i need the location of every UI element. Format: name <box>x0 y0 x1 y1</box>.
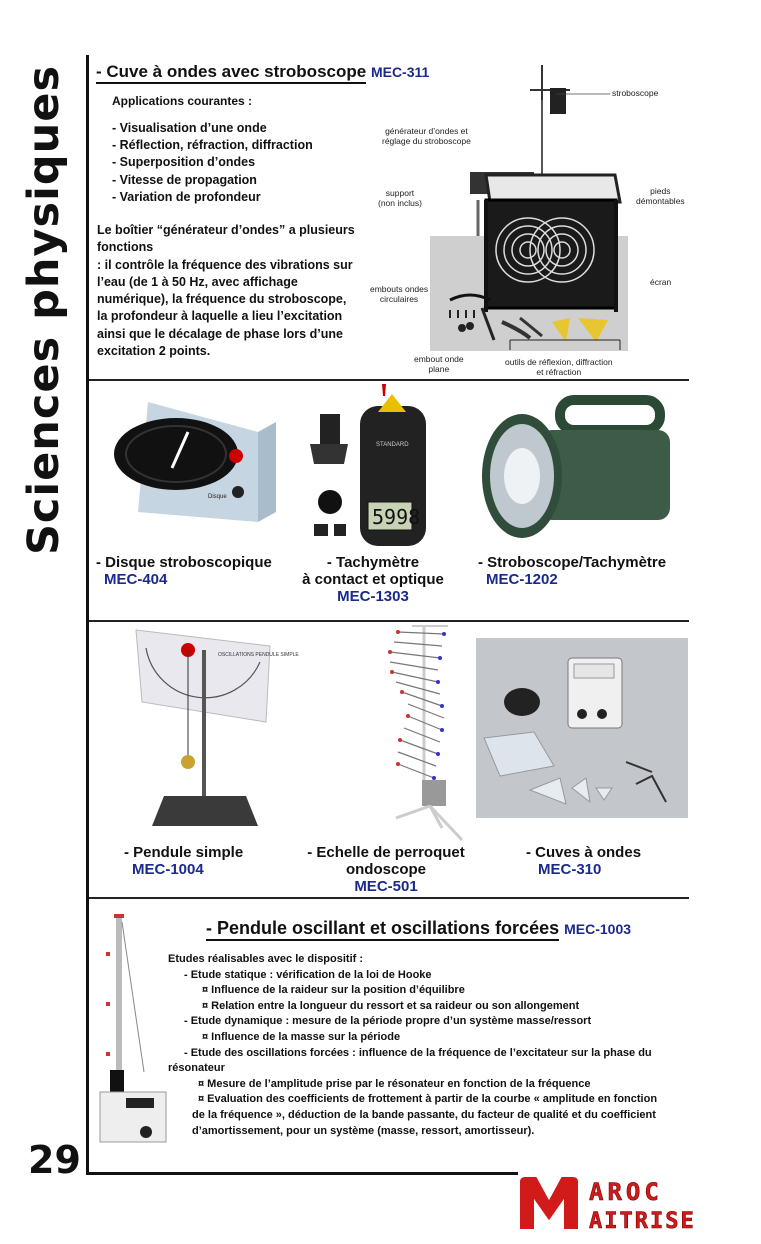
product-code: MEC-1202 <box>486 571 558 588</box>
section2-title-block <box>206 918 631 939</box>
annotation-feet: pieds démontables <box>636 186 685 206</box>
section1-description <box>97 222 367 360</box>
tachometer-display: 5998 <box>372 505 421 529</box>
description-line: excitation 2 points. <box>97 344 211 359</box>
product-name: - Echelle de perroquet <box>307 844 465 861</box>
product-name: - Pendule simple <box>124 844 244 861</box>
study-line: - Etude des oscillations forcées : influence de la fréquence de l’excitateur sur la phase du <box>184 1046 652 1059</box>
description-line: l’eau (de 1 à 50 Hz, avec affichage <box>97 274 298 289</box>
product-name-line2: ondoscope <box>345 861 426 878</box>
study-line: ¤ Relation entre la longueur du ressort et sa raideur ou son allongement <box>202 999 580 1012</box>
product-cuves <box>526 844 641 878</box>
study-line: Etudes réalisables avec le dispositif : <box>168 953 364 965</box>
product-pendule-simple <box>124 844 243 878</box>
product-code: MEC-1004 <box>132 861 204 878</box>
svg-text:Disque: Disque <box>208 494 227 500</box>
product-code: MEC-404 <box>104 571 168 588</box>
study-line: de la fréquence », déduction de la bande passante, du facteur de qualité et du coefficient <box>192 1108 656 1121</box>
description-line: numérique), la fréquence du stroboscope, <box>97 292 347 307</box>
sidebar-divider <box>86 55 89 1175</box>
tachometer-image <box>300 384 430 554</box>
description-line: Le boîtier “générateur d’ondes” a plusieurs <box>97 223 355 237</box>
section2-title: - Pendule oscillant et oscillations forcées <box>206 918 559 941</box>
study-line: ¤ Influence de la raideur sur la position d’équilibre <box>202 984 465 997</box>
study-line: - Etude dynamique : mesure de la période propre d’un système masse/ressort <box>184 1015 592 1028</box>
product-name: - Disque stroboscopique <box>96 554 272 571</box>
product-tachymetre <box>298 554 448 605</box>
product-name: - Tachymètre <box>326 554 420 571</box>
product-code: MEC-310 <box>538 861 602 878</box>
product-disque <box>96 554 272 588</box>
product-name: - Cuves à ondes <box>526 844 642 861</box>
annotation-plane-tip: embout onde plane <box>414 354 464 374</box>
list-item: - Vitesse de propagation <box>112 172 257 187</box>
study-line: d’amortissement, pour un système (masse, ressort, amortisseur). <box>192 1124 535 1137</box>
section1-title: - Cuve à ondes avec stroboscope <box>96 62 366 84</box>
tachometer-brand: STANDARD <box>376 442 409 448</box>
sidebar-title: Sciences physiques <box>19 64 69 556</box>
list-item: - Visualisation d’une onde <box>112 121 267 135</box>
footer-rule <box>86 1172 518 1175</box>
annotation-circular-tips: embouts ondes circulaires <box>370 284 429 304</box>
annotation-support: support (non inclus) <box>378 188 422 208</box>
section-divider <box>89 897 689 899</box>
study-line: ¤ Mesure de l’amplitude prise par le résonateur en fonction de la fréquence <box>198 1077 591 1090</box>
applications-list <box>112 120 313 206</box>
section1-code: MEC-311 <box>370 64 430 80</box>
strobe-disc-image <box>108 392 278 542</box>
product-name-line2: à contact et optique <box>302 571 444 588</box>
product-name: - Stroboscope/Tachymètre <box>478 554 667 571</box>
wave-ladder-image <box>372 622 467 844</box>
study-line: ¤ Influence de la masse sur la période <box>202 1030 401 1043</box>
svg-text:AITRISE: AITRISE <box>589 1209 696 1234</box>
description-line: fonctions <box>97 240 154 255</box>
wave-tanks-image <box>476 638 688 818</box>
list-item: - Variation de profondeur <box>112 189 261 204</box>
annotation-tools: outils de réflexion, diffraction et réfraction <box>505 357 613 377</box>
study-line: résonateur <box>168 1062 225 1075</box>
section2-studies <box>168 952 688 1139</box>
applications-heading: Applications courantes : <box>112 94 253 108</box>
product-code: MEC-1303 <box>337 588 409 605</box>
pendulum-label: OSCILLATIONS PENDULE SIMPLE <box>218 652 299 658</box>
description-line: la profondeur à laquelle a lieu l’excitation <box>97 309 343 324</box>
stroboscope-image <box>480 396 680 546</box>
annotation-generator: générateur d’ondes et réglage du stroboscope <box>382 126 471 146</box>
study-line: - Etude statique : vérification de la loi de Hooke <box>184 968 432 981</box>
section2-code: MEC-1003 <box>564 921 632 937</box>
product-echelle <box>302 844 470 895</box>
annotation-stroboscope: stroboscope <box>612 88 659 98</box>
study-line: ¤ Evaluation des coefficients de frottement à partir de la courbe « amplitude en fonction <box>198 1093 658 1106</box>
maroc-maitrise-logo <box>515 1172 720 1234</box>
product-code: MEC-501 <box>354 878 418 895</box>
section-divider <box>89 379 689 381</box>
description-line: ainsi que le décalage de phase lors d’une <box>97 326 343 341</box>
list-item: - Réflection, réfraction, diffraction <box>112 138 313 153</box>
ripple-tank-image <box>370 60 680 375</box>
product-stroboscope <box>478 554 666 588</box>
annotation-screen: écran <box>650 277 672 287</box>
svg-text:AROC: AROC <box>589 1178 663 1206</box>
list-item: - Superposition d’ondes <box>112 155 256 170</box>
simple-pendulum-image <box>132 626 299 841</box>
description-line: : il contrôle la fréquence des vibrations sur <box>97 257 353 272</box>
page-number: 29 <box>28 1138 81 1182</box>
forced-oscillation-image <box>100 912 168 1144</box>
